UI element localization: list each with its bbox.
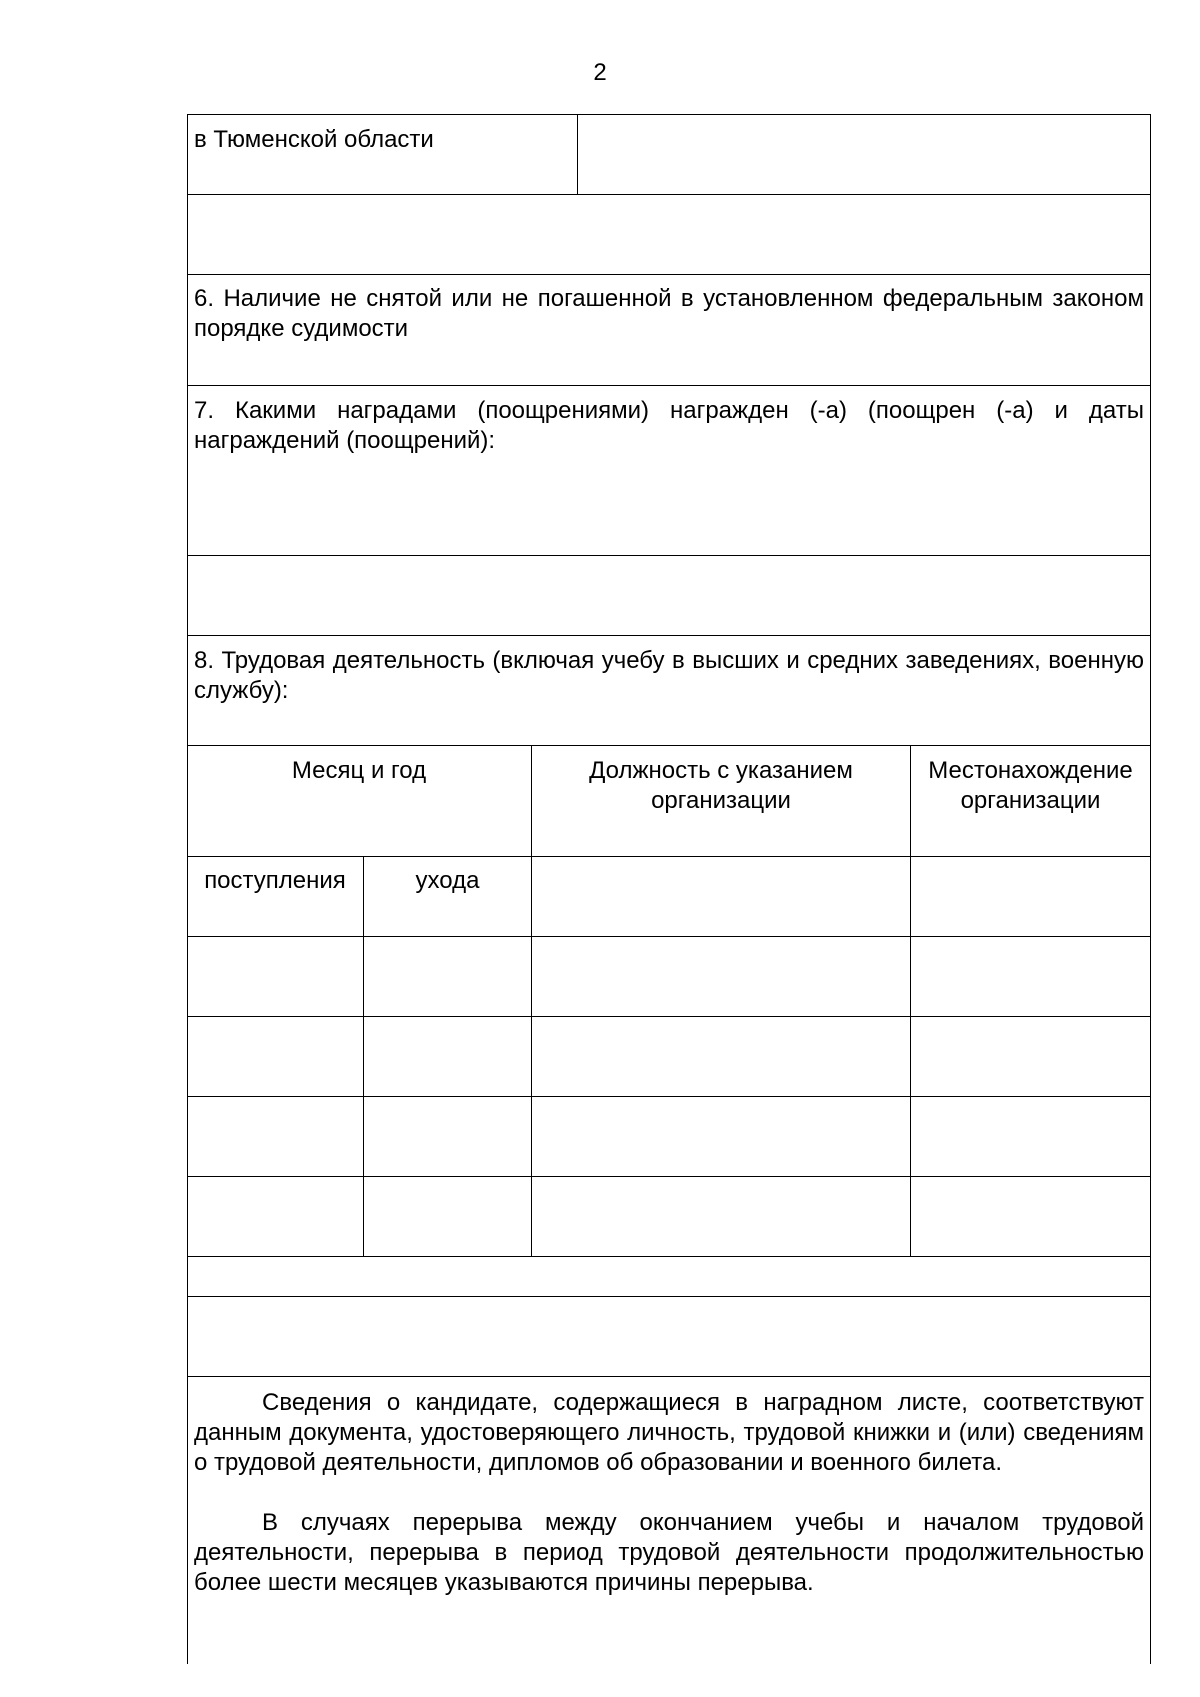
- row-divider: [187, 745, 1151, 746]
- table-row-divider: [187, 936, 1151, 937]
- section-8-question: 8. Трудовая деятельность (включая учебу в высших и средних заведениях, военную службу):: [194, 647, 1144, 704]
- header-position: Должность с указанием организации: [589, 757, 853, 814]
- award-sheet-form: [187, 114, 1151, 1664]
- column-divider-dates-position: [531, 745, 532, 1256]
- row-divider: [187, 385, 1151, 386]
- column-divider-position-location: [910, 745, 911, 1256]
- header-exit: ухода: [415, 867, 480, 894]
- row-divider: [187, 1296, 1151, 1297]
- header-entry: поступления: [204, 867, 346, 894]
- table-row-divider: [187, 1016, 1151, 1017]
- border-right: [1150, 114, 1151, 1664]
- section-6-question: 6. Наличие не снятой или не погашенной в установленном федеральным законом порядке судимости: [194, 285, 1144, 342]
- column-divider-entry-exit: [363, 856, 364, 1256]
- page-number: 2: [593, 59, 607, 86]
- row-divider: [187, 194, 1151, 195]
- table-row-divider: [187, 1096, 1151, 1097]
- top-row-left-cell: в Тюменской области: [194, 126, 434, 153]
- header-month-year: Месяц и год: [291, 757, 427, 784]
- table-row-divider: [187, 856, 1151, 857]
- row-divider: [187, 274, 1151, 275]
- section-7-question: 7. Какими наградами (поощрениями) награжден (-а) (поощрен (-а) и даты награждений (поощрений):: [194, 397, 1144, 454]
- table-row-divider: [187, 1176, 1151, 1177]
- header-location: Местонахождение организации: [928, 757, 1133, 814]
- note-paragraph-1: Сведения о кандидате, содержащиеся в наградном листе, соответствуют данным документа, удостоверяющего личность, трудовой книжки и (или) сведениям о трудовой деятельности, дипломов об образовании и военного билета.: [194, 1389, 1144, 1476]
- note-paragraph-2: В случаях перерыва между окончанием учебы и началом трудовой деятельности, перерыва в период трудовой деятельности продолжительностью более шести месяцев указываются причины перерыва.: [194, 1509, 1144, 1596]
- top-row-divider: [577, 114, 578, 194]
- border-top: [187, 114, 1151, 115]
- table-bottom-border: [187, 1256, 1151, 1257]
- row-divider: [187, 635, 1151, 636]
- row-divider: [187, 555, 1151, 556]
- row-divider: [187, 1376, 1151, 1377]
